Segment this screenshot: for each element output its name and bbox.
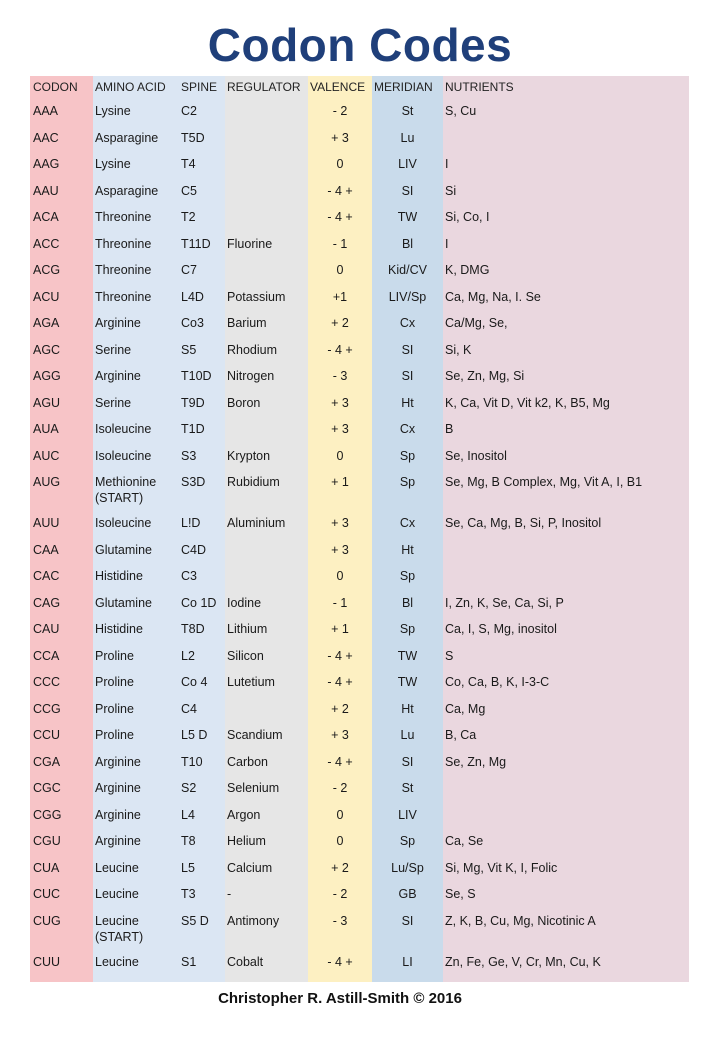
cell-spine: L5 D bbox=[181, 728, 208, 742]
cell-valence: 0 bbox=[336, 263, 344, 277]
header-spine: SPINE bbox=[181, 80, 218, 94]
cell-amino-acid: Methionine bbox=[95, 475, 157, 489]
table-row bbox=[30, 881, 689, 908]
table-row bbox=[30, 616, 689, 643]
cell-regulator: Helium bbox=[227, 834, 266, 848]
cell-amino-acid: Arginine bbox=[95, 316, 141, 330]
table-row bbox=[30, 643, 689, 670]
cell-regulator: Boron bbox=[227, 395, 261, 410]
table-header bbox=[30, 76, 689, 98]
table-row bbox=[30, 363, 689, 390]
cell-spine: S3D bbox=[181, 475, 206, 489]
cell-regulator: Potassium bbox=[227, 289, 286, 304]
cell-valence: + 2 bbox=[331, 860, 349, 875]
cell-nutrients: Ca, Mg, Na, I. Se bbox=[445, 289, 541, 304]
cell-amino-acid: Arginine bbox=[95, 834, 141, 848]
table-row bbox=[30, 510, 689, 537]
cell-regulator: Iodine bbox=[227, 595, 262, 610]
table-row bbox=[30, 337, 689, 364]
cell-spine: C4 bbox=[181, 701, 197, 716]
table-row bbox=[30, 98, 689, 125]
table-row bbox=[30, 537, 689, 564]
cell-codon: CCA bbox=[33, 648, 60, 663]
cell-nutrients: Si, Co, I bbox=[445, 210, 490, 224]
cell-codon: CAA bbox=[33, 542, 59, 557]
cell-codon: AAA bbox=[33, 104, 59, 118]
cell-spine: T10 bbox=[181, 754, 203, 769]
cell-valence: + 1 bbox=[331, 622, 349, 636]
cell-spine: T8 bbox=[181, 834, 196, 848]
cell-nutrients: Z, K, B, Cu, Mg, Nicotinic A bbox=[445, 913, 596, 928]
cell-spine: T10D bbox=[181, 369, 212, 383]
cell-spine: L4D bbox=[181, 289, 204, 304]
table-row bbox=[30, 696, 689, 723]
cell-codon: CUA bbox=[33, 860, 60, 875]
table-row bbox=[30, 284, 689, 311]
table-row bbox=[30, 563, 689, 590]
cell-valence: - 4 + bbox=[327, 675, 353, 689]
cell-amino-acid: Arginine bbox=[95, 754, 141, 769]
cell-meridian: Cx bbox=[399, 316, 416, 330]
cell-spine: Co3 bbox=[181, 316, 204, 330]
table-row bbox=[30, 949, 689, 976]
cell-valence: 0 bbox=[336, 807, 344, 822]
table-row bbox=[30, 722, 689, 749]
cell-meridian: Bl bbox=[401, 595, 414, 610]
cell-nutrients: Se, Mg, B Complex, Mg, Vit A, I, B1 bbox=[445, 475, 643, 489]
cell-spine: C7 bbox=[181, 263, 197, 277]
cell-codon: AUU bbox=[33, 516, 60, 530]
cell-regulator: Rhodium bbox=[227, 342, 278, 357]
cell-nutrients: Se, Inositol bbox=[445, 448, 507, 463]
cell-regulator: Lutetium bbox=[227, 675, 275, 689]
cell-amino-acid: Arginine bbox=[95, 781, 141, 795]
cell-meridian: SI bbox=[401, 913, 414, 928]
cell-amino-acid: Serine bbox=[95, 342, 132, 357]
cell-amino-acid: Proline bbox=[95, 648, 134, 663]
cell-regulator: Carbon bbox=[227, 754, 268, 769]
cell-valence: - 2 bbox=[332, 887, 348, 901]
table-row bbox=[30, 310, 689, 337]
cell-regulator: Silicon bbox=[227, 648, 264, 663]
cell-meridian: Lu/Sp bbox=[391, 860, 424, 875]
cell-meridian: Ht bbox=[401, 542, 414, 557]
cell-meridian: LIV/Sp bbox=[388, 289, 427, 304]
cell-amino-acid: Serine bbox=[95, 395, 132, 410]
cell-valence: - 3 bbox=[332, 369, 348, 383]
cell-amino-acid: Lysine bbox=[95, 104, 131, 118]
header-amino-acid: AMINO ACID bbox=[95, 80, 166, 94]
cell-spine: C2 bbox=[181, 104, 197, 118]
cell-regulator: Lithium bbox=[227, 622, 268, 636]
cell-meridian: LIV bbox=[398, 157, 417, 171]
cell-nutrients: Se, Ca, Mg, B, Si, P, Inositol bbox=[445, 516, 602, 530]
cell-meridian: Bl bbox=[401, 236, 414, 251]
cell-spine: T11D bbox=[181, 236, 211, 251]
cell-meridian: Sp bbox=[399, 622, 416, 636]
cell-amino-acid: Lysine bbox=[95, 157, 131, 171]
cell-amino-acid: Leucine bbox=[95, 913, 139, 928]
cell-codon: CCC bbox=[33, 675, 61, 689]
cell-nutrients: Se, Zn, Mg bbox=[445, 754, 507, 769]
table-row bbox=[30, 590, 689, 617]
cell-valence: + 3 bbox=[331, 516, 349, 530]
cell-nutrients: Si, Mg, Vit K, I, Folic bbox=[445, 860, 558, 875]
cell-valence: - 1 bbox=[332, 595, 348, 610]
cell-codon: CUC bbox=[33, 887, 61, 901]
cell-spine: Co 1D bbox=[181, 595, 217, 610]
cell-nutrients: B bbox=[445, 422, 454, 436]
cell-codon: AGA bbox=[33, 316, 60, 330]
cell-nutrients: I bbox=[445, 236, 449, 251]
cell-spine: C3 bbox=[181, 569, 197, 583]
table-row bbox=[30, 204, 689, 231]
cell-spine: L5 bbox=[181, 860, 195, 875]
cell-codon: CCG bbox=[33, 701, 61, 716]
cell-spine: T8D bbox=[181, 622, 205, 636]
cell-spine: S5 bbox=[181, 342, 197, 357]
cell-spine: T3 bbox=[181, 887, 196, 901]
cell-meridian: St bbox=[401, 104, 414, 118]
cell-regulator: Aluminium bbox=[227, 516, 286, 530]
cell-meridian: Cx bbox=[399, 516, 416, 530]
cell-spine: L!D bbox=[181, 516, 201, 530]
cell-valence: - 4 + bbox=[327, 648, 353, 663]
cell-regulator: Cobalt bbox=[227, 954, 264, 969]
cell-amino-acid: Proline bbox=[95, 675, 134, 689]
table-row bbox=[30, 390, 689, 417]
cell-valence: 0 bbox=[336, 569, 344, 583]
cell-valence: + 3 bbox=[331, 130, 349, 145]
cell-amino-acid: Threonine bbox=[95, 289, 152, 304]
table-row bbox=[30, 416, 689, 443]
cell-spine: T5D bbox=[181, 130, 205, 145]
cell-spine: S5 D bbox=[181, 913, 209, 928]
cell-spine: T2 bbox=[181, 210, 196, 224]
cell-regulator: Nitrogen bbox=[227, 369, 275, 383]
cell-amino-acid: Threonine bbox=[95, 236, 152, 251]
page-title: Codon Codes bbox=[207, 19, 513, 71]
table-row bbox=[30, 828, 689, 855]
header-codon: CODON bbox=[33, 80, 78, 94]
cell-codon: CGA bbox=[33, 754, 61, 769]
cell-nutrients: Co, Ca, B, K, I-3-C bbox=[445, 675, 550, 689]
cell-valence: +1 bbox=[332, 289, 348, 304]
cell-meridian: TW bbox=[397, 675, 418, 689]
cell-valence: + 3 bbox=[331, 422, 349, 436]
cell-amino-acid: Threonine bbox=[95, 263, 152, 277]
cell-meridian: Lu bbox=[400, 130, 415, 145]
cell-valence: 0 bbox=[336, 834, 344, 848]
table-row bbox=[30, 669, 689, 696]
cell-amino-acid: Asparagine bbox=[95, 130, 159, 145]
cell-amino-acid-note: (START) bbox=[95, 929, 144, 944]
cell-nutrients: Ca, Se bbox=[445, 834, 484, 848]
cell-nutrients: Si, K bbox=[445, 342, 472, 357]
table-row bbox=[30, 908, 689, 949]
cell-amino-acid: Leucine bbox=[95, 860, 139, 875]
cell-meridian: TW bbox=[397, 210, 418, 224]
table-row bbox=[30, 802, 689, 829]
cell-spine: S2 bbox=[181, 781, 197, 795]
cell-valence: - 3 bbox=[332, 913, 348, 928]
cell-meridian: SI bbox=[401, 183, 414, 198]
cell-meridian: SI bbox=[401, 754, 414, 769]
cell-spine: Co 4 bbox=[181, 675, 208, 689]
cell-meridian: LI bbox=[402, 954, 413, 969]
cell-amino-acid-note: (START) bbox=[95, 491, 144, 505]
cell-meridian: Sp bbox=[399, 475, 416, 489]
cell-spine: T9D bbox=[181, 395, 205, 410]
header-nutrients: NUTRIENTS bbox=[445, 80, 514, 94]
cell-regulator: Rubidium bbox=[227, 475, 280, 489]
cell-meridian: LIV bbox=[398, 807, 417, 822]
table-row bbox=[30, 469, 689, 510]
cell-meridian: Cx bbox=[399, 422, 416, 436]
cell-valence: - 2 bbox=[332, 781, 348, 795]
cell-amino-acid: Arginine bbox=[95, 807, 141, 822]
cell-codon: AGG bbox=[33, 369, 61, 383]
cell-valence: - 4 + bbox=[327, 954, 353, 969]
cell-meridian: Ht bbox=[401, 395, 414, 410]
cell-nutrients: K, Ca, Vit D, Vit k2, K, B5, Mg bbox=[445, 395, 610, 410]
cell-valence: - 2 bbox=[332, 104, 348, 118]
cell-nutrients: S, Cu bbox=[445, 104, 477, 118]
cell-regulator: Barium bbox=[227, 316, 267, 330]
cell-codon: AUG bbox=[33, 475, 61, 489]
cell-meridian: SI bbox=[401, 369, 414, 383]
cell-amino-acid: Glutamine bbox=[95, 595, 152, 610]
cell-nutrients: Si bbox=[445, 183, 457, 198]
cell-valence: - 4 + bbox=[327, 342, 353, 357]
cell-meridian: Kid/CV bbox=[388, 263, 427, 277]
cell-codon: AAG bbox=[33, 157, 60, 171]
cell-spine: L4 bbox=[181, 807, 195, 822]
cell-amino-acid: Isoleucine bbox=[95, 516, 152, 530]
cell-nutrients: B, Ca bbox=[445, 728, 477, 742]
cell-valence: + 3 bbox=[331, 542, 349, 557]
cell-amino-acid: Leucine bbox=[95, 954, 139, 969]
cell-codon: AUC bbox=[33, 448, 60, 463]
cell-amino-acid: Histidine bbox=[95, 622, 143, 636]
cell-valence: - 4 + bbox=[327, 210, 353, 224]
cell-codon: AAU bbox=[33, 183, 59, 198]
cell-nutrients: Se, Zn, Mg, Si bbox=[445, 369, 525, 383]
cell-codon: CUU bbox=[33, 954, 61, 969]
cell-valence: + 3 bbox=[331, 728, 349, 742]
cell-spine: L2 bbox=[181, 648, 195, 663]
header-regulator: REGULATOR bbox=[227, 80, 301, 94]
cell-amino-acid: Proline bbox=[95, 701, 134, 716]
cell-codon: AGC bbox=[33, 342, 61, 357]
cell-codon: CGG bbox=[33, 807, 62, 822]
table-row bbox=[30, 125, 689, 152]
cell-codon: CGU bbox=[33, 834, 61, 848]
cell-valence: 0 bbox=[336, 448, 344, 463]
cell-meridian: Sp bbox=[399, 448, 416, 463]
cell-regulator: Calcium bbox=[227, 860, 273, 875]
table-row bbox=[30, 231, 689, 258]
cell-valence: 0 bbox=[336, 157, 344, 171]
cell-amino-acid: Glutamine bbox=[95, 542, 152, 557]
cell-regulator: Antimony bbox=[227, 913, 280, 928]
cell-spine: C5 bbox=[181, 183, 197, 198]
cell-amino-acid: Threonine bbox=[95, 210, 152, 224]
cell-meridian: Sp bbox=[399, 834, 416, 848]
cell-nutrients: K, DMG bbox=[445, 263, 490, 277]
cell-codon: CCU bbox=[33, 728, 61, 742]
table-row bbox=[30, 749, 689, 776]
table-row bbox=[30, 257, 689, 284]
table-row bbox=[30, 775, 689, 802]
cell-amino-acid: Histidine bbox=[95, 569, 143, 583]
cell-spine: S1 bbox=[181, 954, 197, 969]
cell-nutrients: Ca/Mg, Se, bbox=[445, 316, 508, 330]
cell-codon: AGU bbox=[33, 395, 61, 410]
table-body bbox=[30, 98, 689, 975]
cell-regulator: Argon bbox=[227, 807, 261, 822]
cell-nutrients: Se, S bbox=[445, 887, 476, 901]
table-row bbox=[30, 151, 689, 178]
copyright-footer: Christopher R. Astill-Smith © 2016 bbox=[218, 990, 462, 1007]
header-meridian: MERIDIAN bbox=[374, 80, 433, 94]
cell-meridian: TW bbox=[397, 648, 418, 663]
cell-nutrients: I, Zn, K, Se, Ca, Si, P bbox=[445, 595, 564, 610]
cell-codon: AUA bbox=[33, 422, 59, 436]
cell-codon: ACU bbox=[33, 289, 60, 304]
cell-spine: C4D bbox=[181, 542, 207, 557]
cell-meridian: Lu bbox=[400, 728, 415, 742]
cell-codon: CAC bbox=[33, 569, 60, 583]
cell-codon: CAU bbox=[33, 622, 60, 636]
cell-codon: CAG bbox=[33, 595, 61, 610]
header-valence: VALENCE bbox=[310, 80, 366, 94]
cell-valence: - 1 bbox=[332, 236, 348, 251]
cell-nutrients: Zn, Fe, Ge, V, Cr, Mn, Cu, K bbox=[445, 954, 601, 969]
cell-regulator: Fluorine bbox=[227, 236, 273, 251]
table-row bbox=[30, 443, 689, 470]
cell-spine: S3 bbox=[181, 448, 197, 463]
cell-valence: + 2 bbox=[331, 701, 349, 716]
cell-amino-acid: Asparagine bbox=[95, 183, 159, 198]
cell-nutrients: I bbox=[445, 157, 449, 171]
cell-regulator: Selenium bbox=[227, 781, 280, 795]
cell-nutrients: Ca, Mg bbox=[445, 701, 486, 716]
cell-nutrients: Ca, I, S, Mg, inositol bbox=[445, 622, 557, 636]
cell-meridian: Ht bbox=[401, 701, 414, 716]
cell-codon: CUG bbox=[33, 913, 61, 928]
cell-amino-acid: Proline bbox=[95, 728, 134, 742]
cell-codon: CGC bbox=[33, 781, 61, 795]
table-row bbox=[30, 178, 689, 205]
cell-regulator: - bbox=[227, 887, 232, 901]
table-row bbox=[30, 855, 689, 882]
cell-spine: T1D bbox=[181, 422, 205, 436]
cell-codon: ACC bbox=[33, 236, 60, 251]
cell-nutrients: S bbox=[445, 648, 454, 663]
cell-valence: - 4 + bbox=[327, 754, 353, 769]
cell-valence: + 1 bbox=[331, 475, 349, 489]
cell-regulator: Scandium bbox=[227, 728, 283, 742]
cell-meridian: St bbox=[401, 781, 414, 795]
cell-meridian: SI bbox=[401, 342, 414, 357]
cell-meridian: GB bbox=[398, 887, 417, 901]
cell-amino-acid: Isoleucine bbox=[95, 422, 152, 436]
cell-amino-acid: Isoleucine bbox=[95, 448, 152, 463]
cell-codon: ACG bbox=[33, 263, 61, 277]
cell-spine: T4 bbox=[181, 157, 196, 171]
cell-valence: - 4 + bbox=[327, 183, 353, 198]
cell-codon: AAC bbox=[33, 130, 59, 145]
cell-regulator: Krypton bbox=[227, 448, 271, 463]
cell-valence: + 2 bbox=[331, 316, 349, 330]
cell-meridian: Sp bbox=[399, 569, 416, 583]
cell-amino-acid: Arginine bbox=[95, 369, 141, 383]
cell-codon: ACA bbox=[33, 210, 59, 224]
codon-table bbox=[30, 76, 689, 982]
cell-amino-acid: Leucine bbox=[95, 887, 139, 901]
cell-valence: + 3 bbox=[331, 395, 349, 410]
